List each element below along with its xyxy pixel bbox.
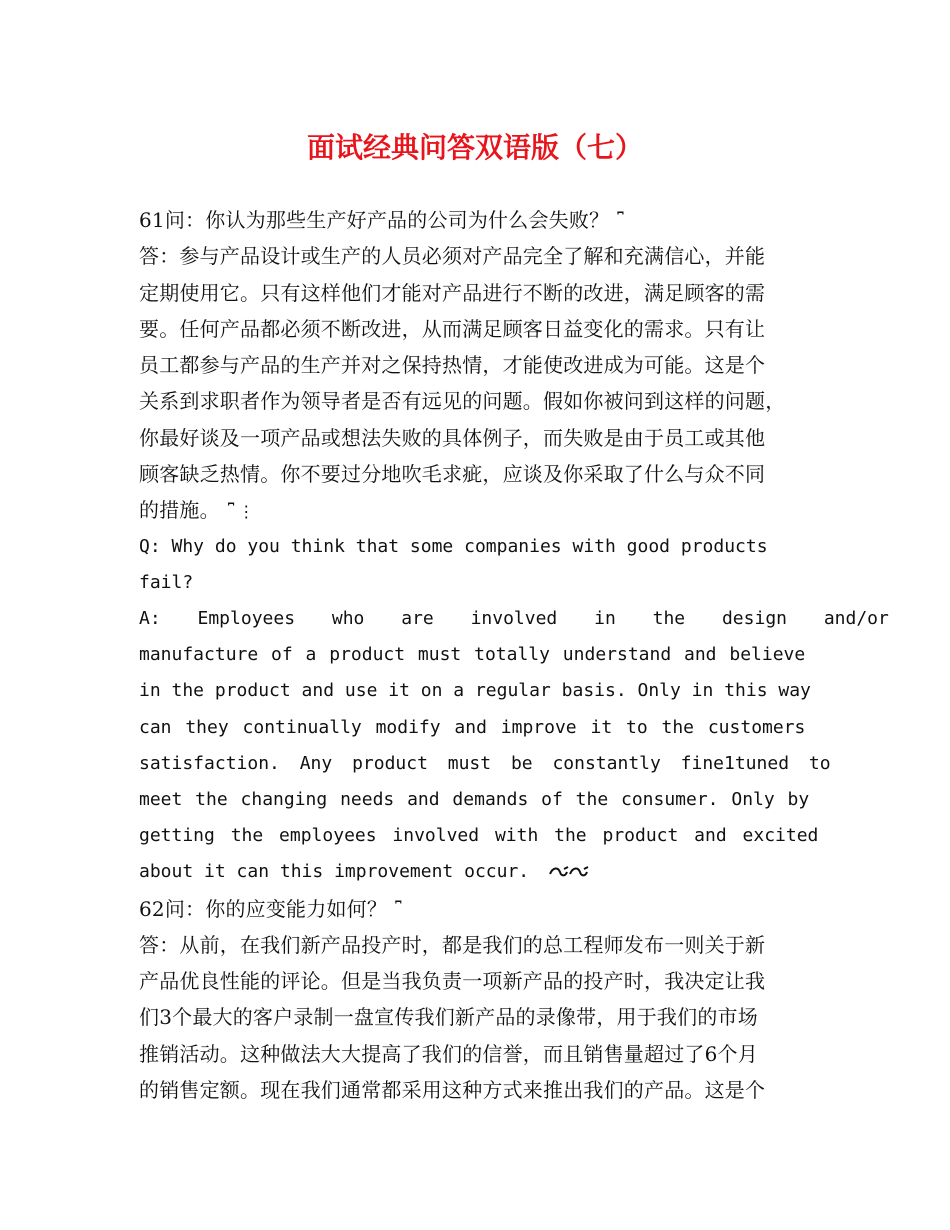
answer-62-zh-line: 产品优良性能的评论。但是当我负责一项新产品的投产时，我决定让我	[139, 969, 766, 994]
answer-61-zh-line: 答：参与产品设计或生产的人员必须对产品完全了解和充满信心，并能	[139, 244, 766, 269]
answer-62-zh-line: 推销活动。这种做法大大提高了我们的信誉，而且销售量超过了6个月	[139, 1041, 758, 1066]
answer-61-zh-line: 的措施。	[139, 498, 220, 523]
answer-61-en-line: A: Employees who are involved in the design and/or	[139, 608, 889, 630]
answer-61-zh-line: 关系到求职者作为领导者是否有远见的问题。假如你被问到这样的问题，	[139, 389, 786, 414]
answer-62-zh-line: 的销售定额。现在我们通常都采用这种方式来推出我们的产品。这是个	[139, 1078, 766, 1103]
question-62-zh	[139, 891, 813, 927]
answer-61-en-line: satisfaction. Any product must be constantly fine1tuned to	[139, 752, 831, 774]
answer-61-en-line: about it can this improvement occur.	[139, 861, 530, 883]
bracket-mark-icon: ⎴	[227, 501, 235, 521]
question-62-zh-text: 62问：你的应变能力如何？	[139, 896, 388, 921]
document-title: 面试经典问答双语版（七）	[306, 131, 643, 164]
question-61-zh	[139, 202, 813, 238]
answer-62-zh-line: 们3个最大的客户录制一盘宣传我们新产品的录像带，用于我们的市场	[139, 1005, 758, 1030]
answer-61-en-line: getting the employees involved with the product and excited	[139, 825, 819, 847]
answer-61-zh-line: 你最好谈及一项产品或想法失败的具体例子，而失败是由于员工或其他	[139, 425, 766, 450]
answer-61-zh-line: 顾客缺乏热情。你不要过分地吹毛求疵，应谈及你采取了什么与众不同	[139, 462, 766, 487]
bracket-mark-icon: ⎴	[617, 211, 624, 231]
question-61-en-line: fail?	[139, 571, 194, 593]
answer-61-en-line: manufacture of a product must totally understand and believe	[139, 644, 806, 666]
answer-61-zh-line: 定期使用它。只有这样他们才能对产品进行不断的改进，满足顾客的需	[139, 280, 766, 305]
document-body	[139, 202, 889, 1108]
question-61-en-text: Q: Why do you think that some companies with good products	[139, 535, 768, 557]
answer-61-en-line: meet the changing needs and demands of the consumer. Only by	[139, 788, 810, 810]
question-61-zh-text: 61问：你认为那些生产好产品的公司为什么会失败？	[139, 208, 610, 232]
bracket-mark-icon: ⎴	[395, 899, 402, 919]
question-61-en-line	[139, 529, 813, 565]
answer-61-en-line: in the product and use it on a regular basis. Only in this way	[139, 680, 811, 702]
answer-61-zh-last-line	[139, 492, 813, 528]
answer-61-zh-line: 要。任何产品都必须不断改进，从而满足顾客日益变化的需求。只有让	[139, 316, 766, 341]
answer-61-en-line: can they continually modify and improve it to the customers	[139, 716, 806, 738]
colon-mark-icon: ⋮	[238, 501, 255, 521]
answer-61-zh-line: 员工都参与产品的生产并对之保持热情，才能使改进成为可能。这是个	[139, 353, 766, 378]
squiggle-mark-icon	[548, 863, 590, 881]
answer-62-zh-line: 答：从前，在我们新产品投产时，都是我们的总工程师发布一则关于新	[139, 932, 766, 957]
answer-61-en-last-line	[139, 854, 813, 890]
